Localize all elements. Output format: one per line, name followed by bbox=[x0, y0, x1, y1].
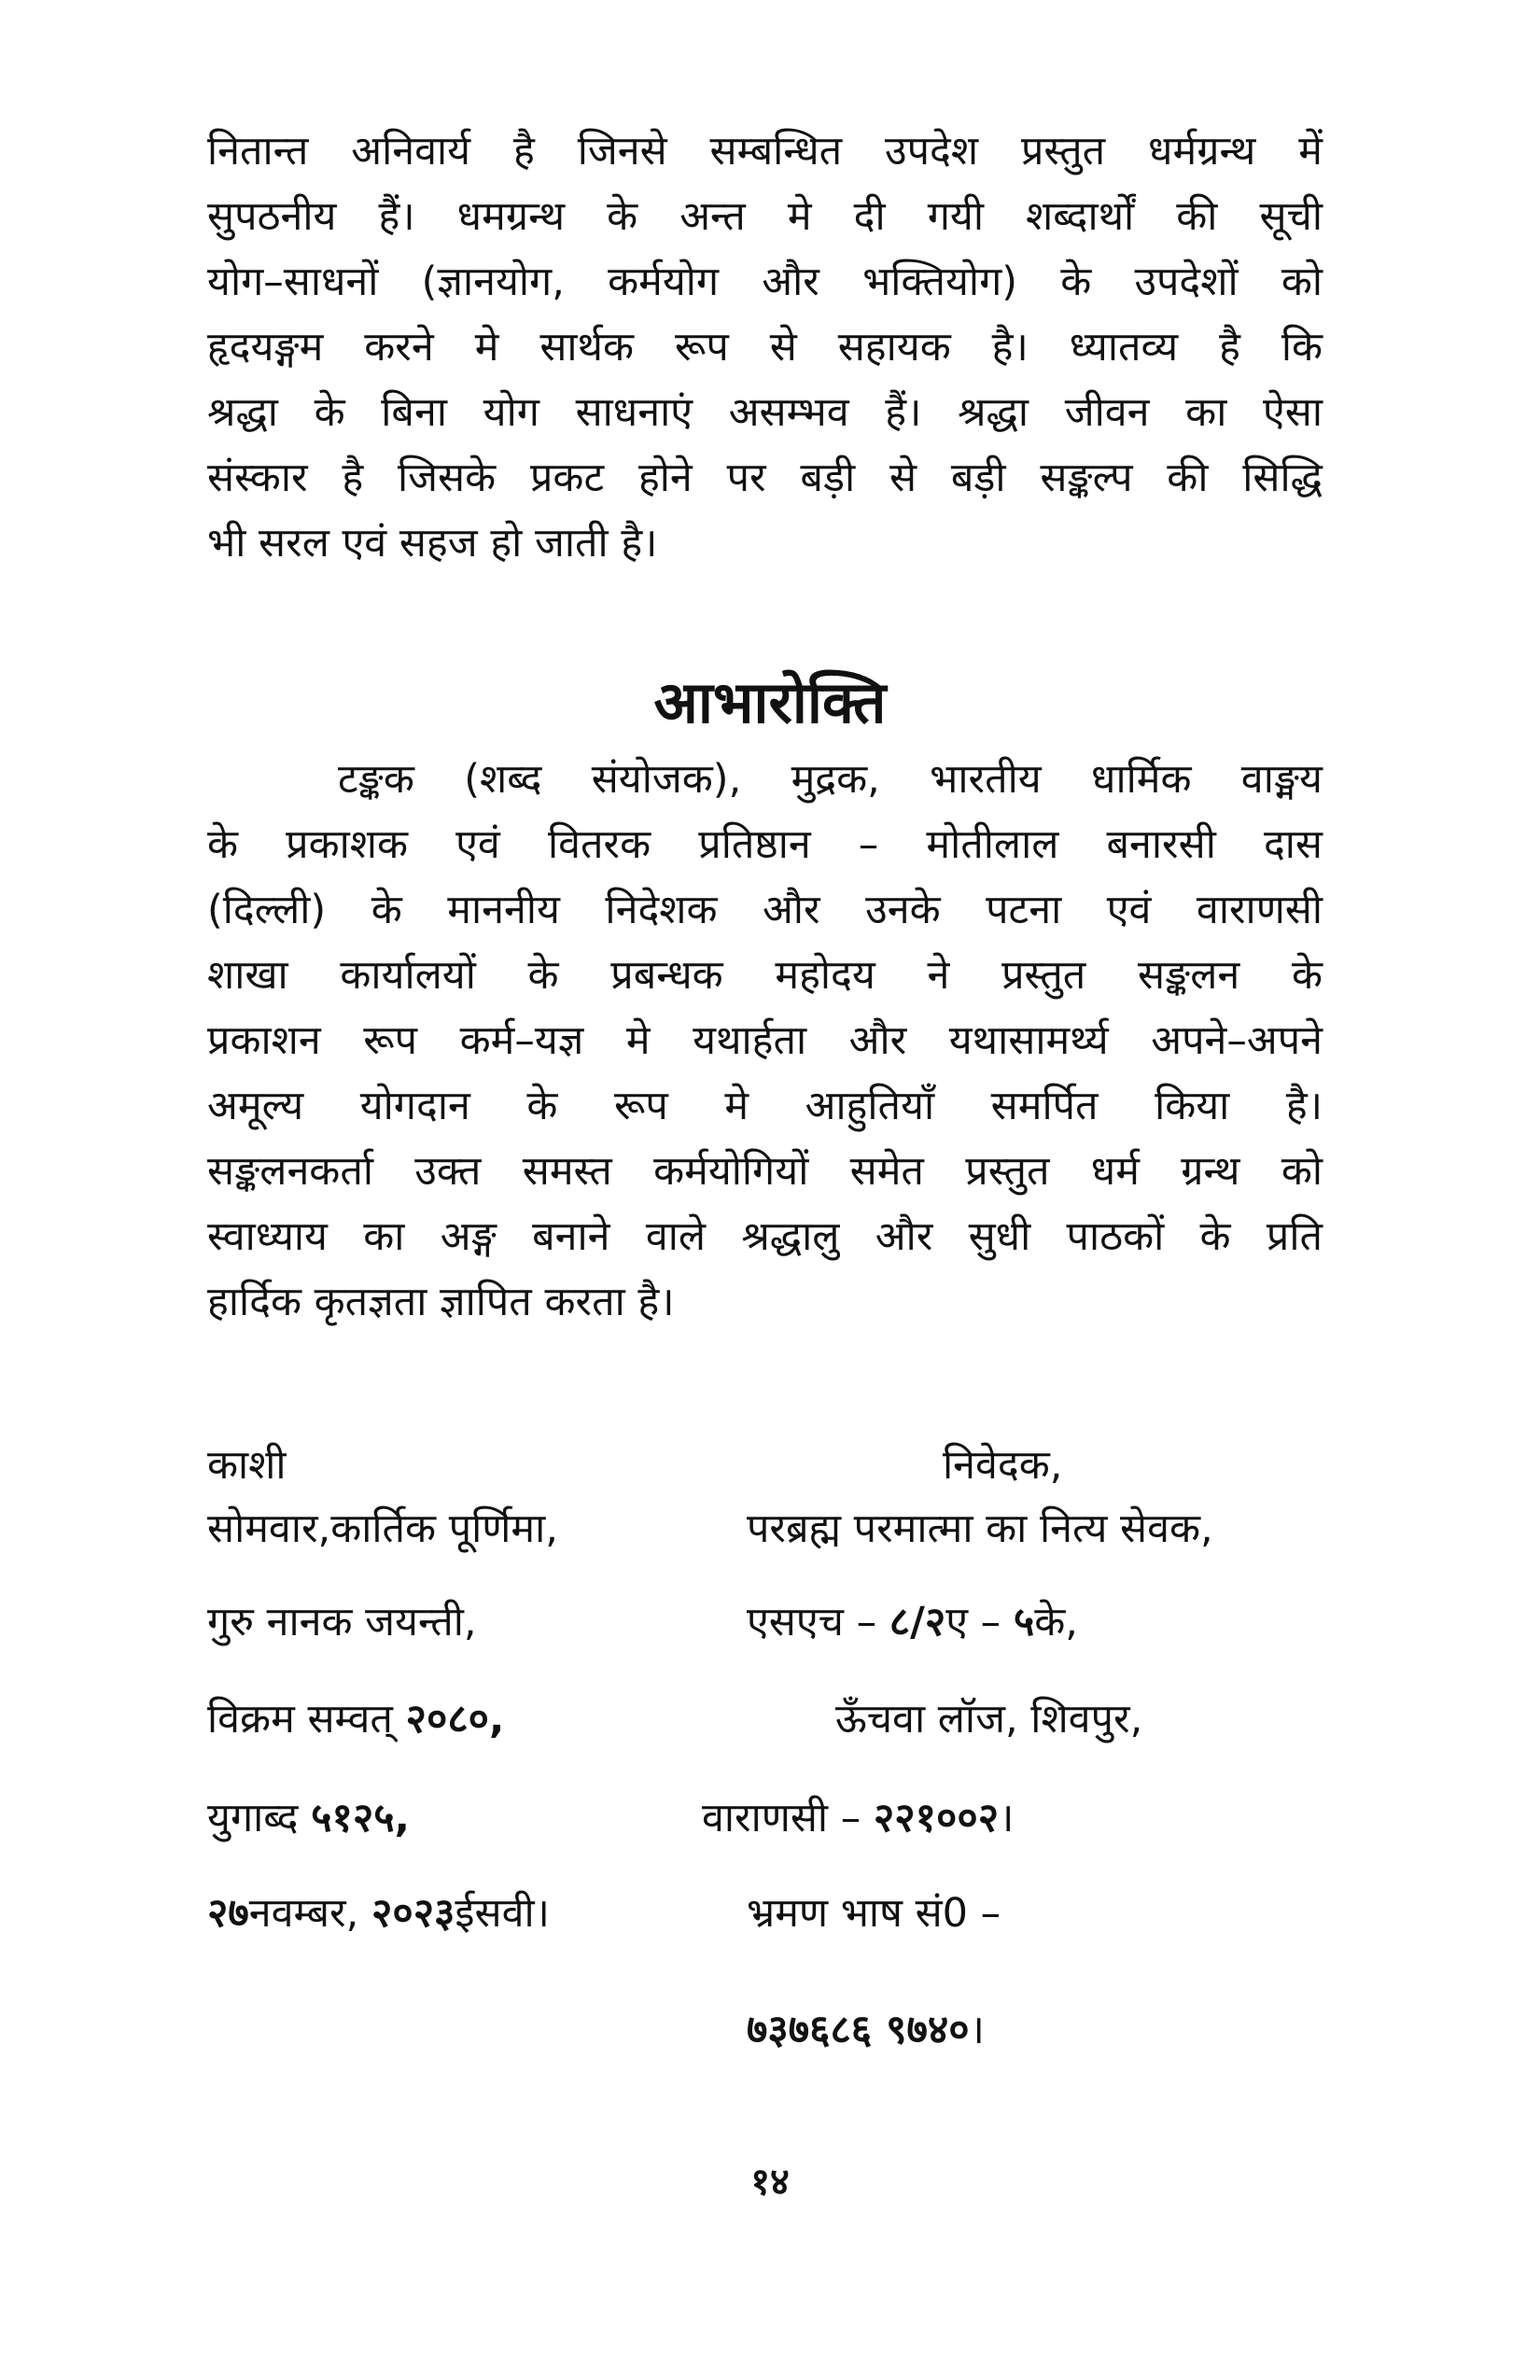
ack-line: हार्दिक कृतज्ञता ज्ञापित करता है। bbox=[207, 1279, 675, 1325]
city: वाराणसी – bbox=[702, 1795, 861, 1841]
phone-number: ७३७६८६ ९७४० bbox=[747, 2007, 970, 2053]
intro-line: श्रद्धा के बिना योग साधनाएं असम्भव हैं। श्रद्धा जीवन का ऐसा bbox=[207, 389, 1323, 436]
vikram-label: विक्रम सम्वत् bbox=[207, 1696, 393, 1743]
ack-line: टङ्कक (शब्द संयोजक), मुद्रक, भारतीय धार्मिक वाङ्मय bbox=[338, 756, 1323, 803]
festival-line: गुरु नानक जयन्ती, bbox=[207, 1599, 477, 1645]
pin-end: । bbox=[999, 1795, 1015, 1841]
ack-line: स्वाध्याय का अङ्ग बनाने वाले श्रद्धालु और सुधी पाठकों के प्रति bbox=[207, 1213, 1323, 1260]
ack-line: प्रकाशन रूप कर्म–यज्ञ मे यथार्हता और यथासामर्थ्य अपने–अपने bbox=[207, 1017, 1323, 1064]
day-line: सोमवार,कार्तिक पूर्णिमा, bbox=[207, 1505, 558, 1552]
address-number: ५ bbox=[1013, 1599, 1035, 1645]
intro-line: संस्कार है जिसके प्रकट होने पर बड़ी से बड़ी सङ्कल्प की सिद्धि bbox=[207, 455, 1323, 501]
intro-line: योग–साधनों (ज्ञानयोग, कर्मयोग और भक्तियोग) के उपदेशों को bbox=[207, 259, 1323, 305]
date-era: ईसवी। bbox=[455, 1890, 550, 1937]
address-suffix: के, bbox=[1034, 1599, 1078, 1645]
intro-line: हृदयङ्गम करने मे सार्थक रूप से सहायक है। ध्यातव्य है कि bbox=[207, 324, 1323, 371]
yugabd-label: युगाब्द bbox=[207, 1795, 299, 1841]
address-mid: ए – bbox=[945, 1599, 1001, 1645]
servant-line: परब्रह्म परमात्मा का नित्य सेवक, bbox=[747, 1505, 1213, 1552]
ack-line: के प्रकाशक एवं वितरक प्रतिष्ठान – मोतीलाल बनारसी दास bbox=[207, 821, 1323, 868]
ack-line: (दिल्ली) के माननीय निदेशक और उनके पटना एवं वाराणसी bbox=[207, 887, 1323, 933]
nivedak: निवेदक, bbox=[943, 1442, 1063, 1489]
address-line bbox=[747, 1594, 1078, 1650]
intro-line: सुपठनीय हैं। धमग्रन्थ के अन्त मे दी गयी शब्दार्थों की सूची bbox=[207, 193, 1323, 240]
vikram-year: २०८०, bbox=[405, 1696, 505, 1743]
address-number: ८/२ bbox=[889, 1599, 946, 1645]
page-number: १४ bbox=[750, 2161, 790, 2204]
yugabd-line bbox=[207, 1790, 410, 1846]
address-prefix: एसएच – bbox=[747, 1599, 877, 1645]
vikram-samvat-line bbox=[207, 1691, 504, 1747]
date-day: २७ bbox=[207, 1890, 249, 1937]
phone-end: । bbox=[969, 2007, 985, 2053]
section-heading: आभारोक्ति bbox=[653, 668, 887, 736]
phone-label: भ्रमण भाष सं0 – bbox=[747, 1890, 1001, 1937]
date-month: नवम्बर, bbox=[248, 1890, 359, 1937]
intro-line: भी सरल एवं सहज हो जाती है। bbox=[207, 520, 658, 567]
pin-code: २२१००२ bbox=[873, 1795, 1000, 1841]
ack-line: शाखा कार्यालयों के प्रबन्धक महोदय ने प्रस्तुत सङ्कलन के bbox=[207, 952, 1323, 999]
gregorian-date-line bbox=[207, 1885, 550, 1941]
ack-line: सङ्कलनकर्ता उक्त समस्त कर्मयोगियों समेत प्रस्तुत धर्म ग्रन्थ को bbox=[207, 1148, 1323, 1195]
place: काशी bbox=[207, 1442, 287, 1489]
intro-line: नितान्त अनिवार्य है जिनसे सम्बन्धित उपदेश प्रस्तुत धर्मग्रन्थ में bbox=[207, 128, 1323, 175]
ack-line: अमूल्य योगदान के रूप मे आहुतियाँ समर्पित किया है। bbox=[207, 1083, 1323, 1129]
lodge-line: ऊँचवा लॉज, शिवपुर, bbox=[835, 1696, 1143, 1743]
city-line bbox=[702, 1790, 1014, 1846]
phone-line bbox=[747, 2002, 985, 2058]
date-year: २०२३ bbox=[371, 1890, 455, 1937]
yugabd-year: ५१२५, bbox=[311, 1795, 410, 1841]
